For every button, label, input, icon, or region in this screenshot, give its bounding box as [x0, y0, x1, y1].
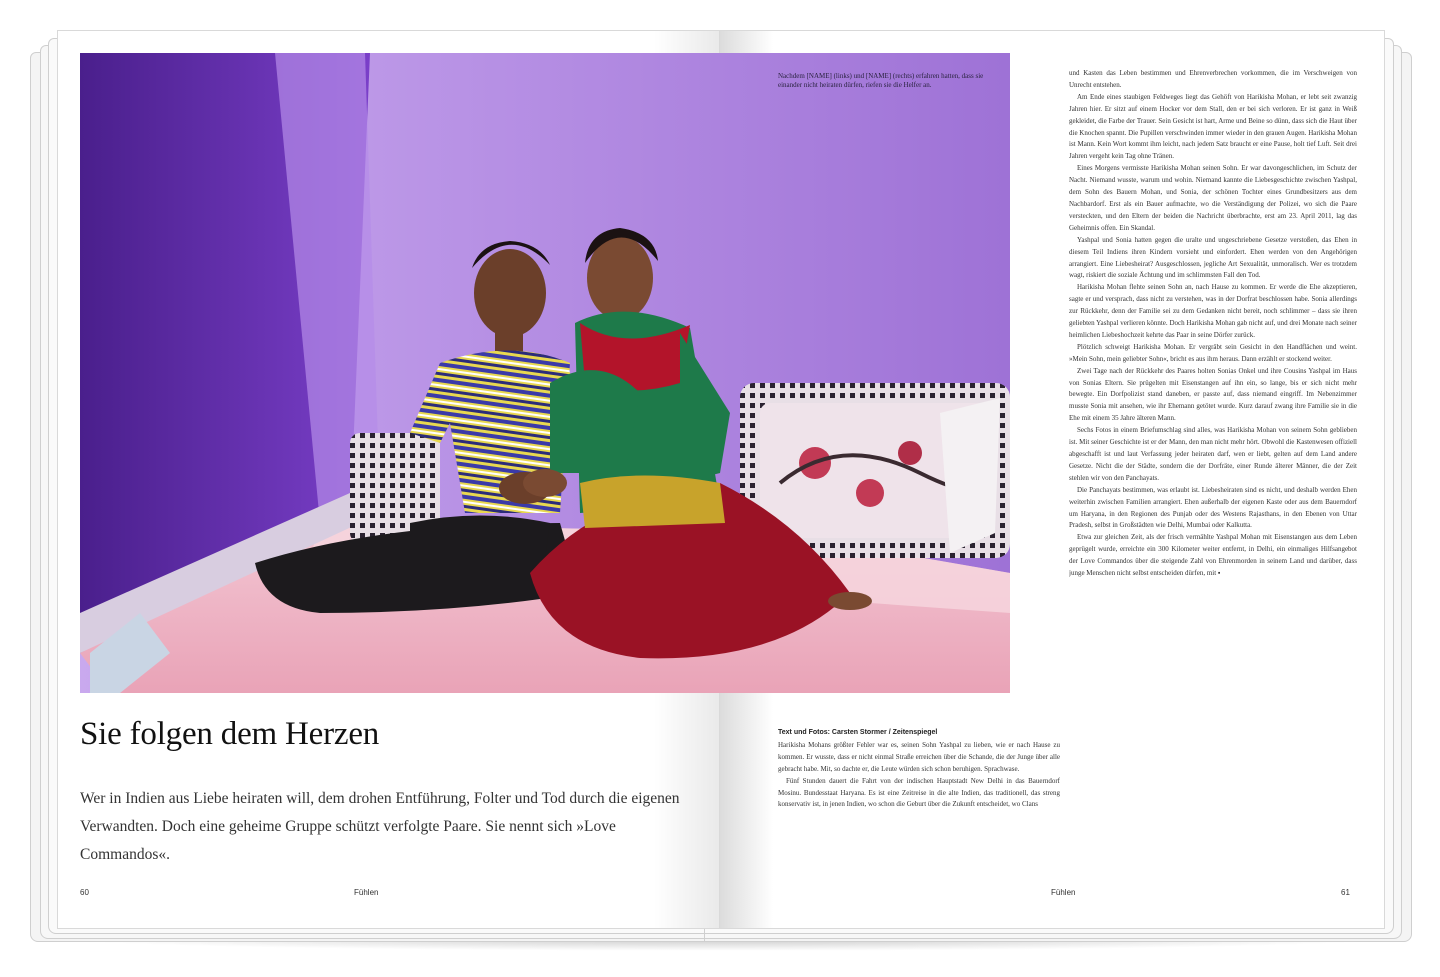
couple-photo-illustration: [80, 53, 1010, 693]
body-paragraph: Etwa zur gleichen Zeit, als der frisch vermählte Yashpal Mohan mit Eisenstangen aus dem Leben geprügelt wurde, erreichte ein 300 Kilometer weiter entfernt, in Delhi, ein einmaliges Hilfsangebot der Love Commandos über die steigende Zahl von Ehrenmorden in seinem Land und darüber, dass junge Menschen nicht selbst entscheiden dürfen, mit ▪: [1069, 533, 1357, 578]
page-number-left: 60: [80, 888, 89, 897]
author-credit: Text und Fotos: Carsten Stormer / Zeitenspiegel: [778, 729, 938, 736]
body-paragraph: und Kasten das Leben bestimmen und Ehrenverbrechen vorkommen, die im Verschweigen von Unrecht entstehen.: [1069, 69, 1357, 89]
couple-photo: [80, 53, 1010, 693]
section-label-right: Fühlen: [1051, 888, 1076, 897]
body-paragraph: Sechs Fotos in einem Briefumschlag sind alles, was Harikisha Mohan von seinem Sohn geblieben ist. Mit seiner Geschichte ist er der Mann, den man nicht mehr hört. Obwohl die Kastenwesen offiziell abgeschafft ist und laut Verfassung jeder heiraten darf, wen er liebt, gelten auf dem Land andere Gesetze. Nicht die der Städte, sondern die der Dorfräte, einer Runde älterer Männer, die der Zeit stehlen wir von den Panchayats.: [1069, 426, 1357, 482]
body-paragraph: Plötzlich schweigt Harikisha Mohan. Er vergräbt sein Gesicht in den Handflächen und weint. »Mein Sohn, mein geliebter Sohn«, bricht es aus ihm heraus. Dann erzählt er stockend weiter.: [1069, 342, 1357, 363]
body-paragraph: Yashpal und Sonia hatten gegen die uralte und ungeschriebene Gesetze verstoßen, das Ehen in diesem Teil Indiens ihren Kindern vorsieht und einfordert. Ehen werden von den Angehörigen arrangiert. Eine Liebesheirat? Ausgeschlossen, jegliche Art Sexualität, unmoralisch. Wer es trotzdem wagt, riskiert die soziale Ächtung und im schlimmsten Fall den Tod.: [1069, 235, 1357, 280]
body-paragraph: Zwei Tage nach der Rückkehr des Paares holten Sonias Onkel und ihre Cousins Yashpal im Haus von Sonias Eltern. Sie prügelten mit Eisenstangen auf ihn ein, so lange, bis er sich nicht mehr bewegte. Ein Dorfpolizist stand daneben, er passte auf, dass niemand eingriff. Im Nebenzimmer musste Sonia mit ansehen, wie ihr Ehemann getötet wurde. Kurz darauf zwang ihre Familie sie in die Ehe mit einem 35 Jahre älteren Mann.: [1069, 366, 1357, 423]
section-label-left: Fühlen: [354, 888, 379, 897]
body-paragraph: Harikisha Mohan flehte seinen Sohn an, nach Hause zu kommen. Er werde die Ehe akzeptieren, sagte er und versprach, dass nicht zu verstehen, was in der Dorfrat beschlossen habe. Sonia allerdings zur Rückkehr, denn der Familie sei zu dem Gedanken nicht bereit, noch schlimmer – dass sie ihren geliebten Yashpal verlieren könnte. Doch Harikisha Mohan gab nicht auf, und drei Monate nach seiner heimlichen Liebeshochzeit kehrte das Paar in seine Dörfer zurück.: [1069, 283, 1357, 339]
body-paragraph: Die Panchayats bestimmen, was erlaubt ist. Liebesheiraten sind es nicht, und deshalb werden Ehen weiterhin zwischen Familien arrangiert. Ehen außerhalb der eigenen Kaste oder aus dem Bauerndorf um Haryana, in den Regionen des Punjab oder des Westens Rajasthans, in den Ebenen von Uttar Pradesh, selbst in Großstädten wie Delhi, Mumbai oder Kalkutta.: [1069, 485, 1357, 530]
page-number-right: 61: [1341, 888, 1350, 897]
article-lead: Wer in Indien aus Liebe heiraten will, dem drohen Entführung, Folter und Tod durch die eigenen Verwandten. Doch eine geheime Gruppe schützt verfolgte Paare. Sie nennt sich »Love Commandos«.: [80, 790, 680, 863]
body-paragraph: Fünf Stunden dauert die Fahrt von der indischen Hauptstadt New Delhi in das Bauerndorf Mosinu. Bundesstaat Haryana. Es ist eine Zeitreise in die alte Indien, das traditionell, das streng konservativ ist, in jenen Indien, wo schon die Geburt über die Zukunft entscheidet, wo Clans: [778, 776, 1060, 809]
body-paragraph: Am Ende eines staubigen Feldweges liegt das Gehöft von Harikisha Mohan, er lebt seit zwanzig Jahren hier. Er sitzt auf einem Hocker vor dem Stall, den er bei sich verloren. Er ist ganz in Weiß gekleidet, die Farbe der Trauer. Sein Gesicht ist hart, Arme und Beine so dünn, dass sich die Haut über die Knochen spannt. Die Pupillen verschwinden immer wieder in den grauen Augen. Harikisha Mohan ist Mann. Kein Wort kommt ihm leicht, nach jedem Satz braucht er eine Pause, holt tief Luft. Seit drei Jahren vergeht kein Tag ohne Tränen.: [1069, 92, 1357, 161]
body-column-left: [778, 727, 1060, 867]
body-paragraph: Harikisha Mohans größter Fehler war es, seinen Sohn Yashpal zu lieben, wie er nach Hause zu kommen. Er wusste, dass er nicht einmal Straße erreichen über die Schande, die der Junge über alle gebracht habe. Mit, so dachte er, die Leute würden sich schon beruhigen. Sprachwase.: [778, 740, 1060, 773]
photo-caption: Nachdem [NAME] (links) und [NAME] (rechts) erfahren hatten, dass sie einander nicht heiraten dürfen, riefen sie die Helfer an.: [778, 72, 984, 89]
body-paragraph: Eines Morgens vermisste Harikisha Mohan seinen Sohn. Er war davongeschlichen, im Schutz der Nacht. Niemand wusste, warum und wohin. Niemand kannte die Liebesgeschichte zwischen Yashpal, dem Sohn des Bauern Mohan, und Sonia, der schönen Tochter eines Grundbesitzers aus dem Nachbardorf. Erst als ein Bauer aufmachte, wo die Verständigung der Polizei, wo sich die Paare versteckten, und den Eltern der beiden die Nachricht überbrachte, erst am 23. April 2011, lag das Geheimnis offen. Ein Skandal.: [1069, 164, 1357, 232]
body-column-right: [1069, 68, 1357, 868]
article-headline: Sie folgen dem Herzen: [80, 716, 380, 752]
